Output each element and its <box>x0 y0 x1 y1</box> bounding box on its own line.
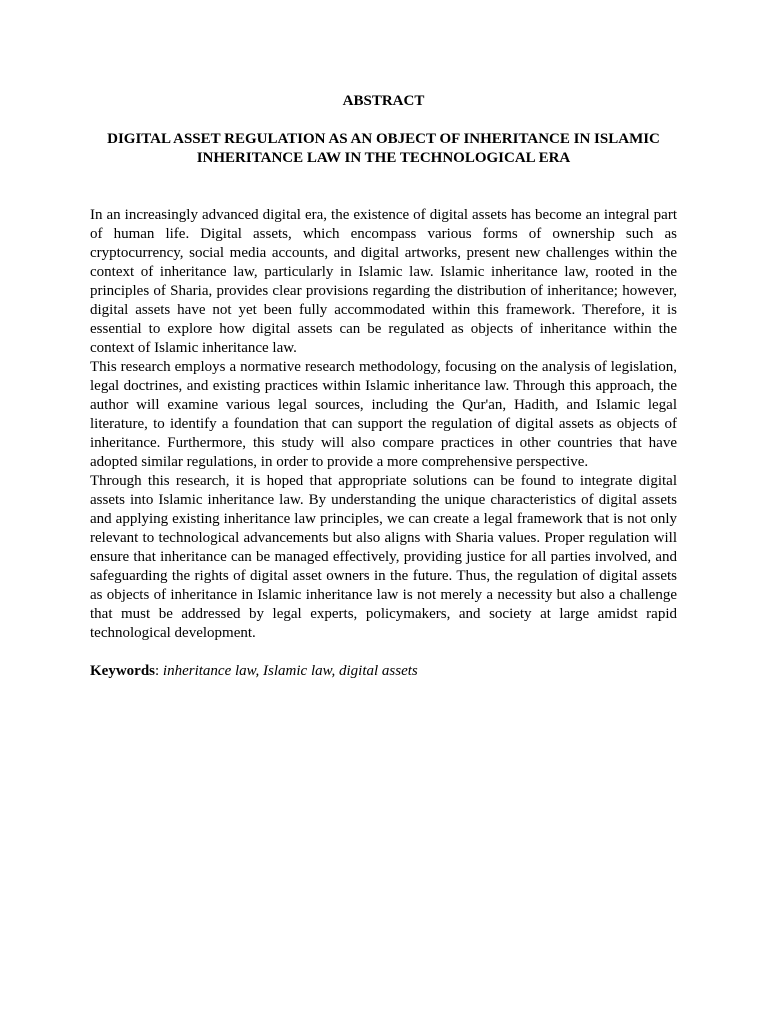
abstract-paragraph-2: This research employs a normative research methodology, focusing on the analysis of legislation, legal doctrines, and existing practices within Islamic inheritance law. Through this approach, the author will examine various legal sources, including the Qur'an, Hadith, and Islamic legal literature, to identify a foundation that can support the regulation of digital assets as objects of inheritance. Furthermore, this study will also compare practices in other countries that have adopted similar regulations, in order to provide a more comprehensive perspective. <box>90 359 677 470</box>
abstract-paragraph-3: Through this research, it is hoped that appropriate solutions can be found to integrate digital assets into Islamic inheritance law. By understanding the unique characteristics of digital assets and applying existing inheritance law principles, we can create a legal framework that is not only relevant to technological advancements but also aligns with Sharia values. Proper regulation will ensure that inheritance can be managed effectively, providing justice for all parties involved, and safeguarding the rights of digital asset owners in the future. Thus, the regulation of digital assets as objects of inheritance in Islamic inheritance law is not merely a necessity but also a challenge that must be addressed by legal experts, policymakers, and society at large amidst rapid technological development. <box>90 473 677 641</box>
keywords-line <box>90 662 677 681</box>
abstract-heading: ABSTRACT <box>342 93 425 109</box>
keywords-separator: : <box>155 663 163 679</box>
title-line-2: INHERITANCE LAW IN THE TECHNOLOGICAL ERA <box>196 150 571 166</box>
document-page <box>90 92 677 681</box>
abstract-body <box>90 206 677 643</box>
title-line-1: DIGITAL ASSET REGULATION AS AN OBJECT OF INHERITANCE IN ISLAMIC <box>107 131 660 147</box>
abstract-paragraph-1: In an increasingly advanced digital era, the existence of digital assets has become an integral part of human life. Digital assets, which encompass various forms of ownership such as cryptocurrency, social media accounts, and digital artworks, present new challenges within the context of inheritance law, particularly in Islamic law. Islamic inheritance law, rooted in the principles of Sharia, provides clear provisions regarding the distribution of inheritance; however, digital assets have not yet been fully accommodated within this framework. Therefore, it is essential to explore how digital assets can be regulated as objects of inheritance within the context of Islamic inheritance law. <box>90 207 677 356</box>
keywords-label: Keywords <box>90 663 155 679</box>
document-title <box>90 130 677 168</box>
keywords-values: inheritance law, Islamic law, digital assets <box>162 663 418 679</box>
